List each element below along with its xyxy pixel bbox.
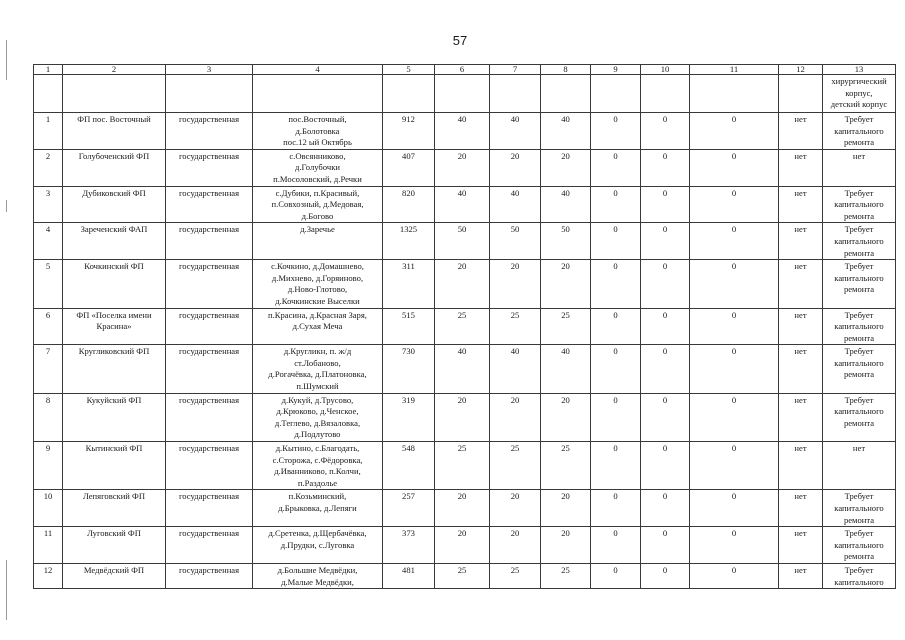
condition-line: ремонта [843,369,875,380]
cell-c10: 0 [641,223,690,260]
cell-c7: 20 [490,490,541,527]
cell-c10: 0 [641,527,690,564]
column-number: 6 [435,65,490,75]
cell-row-number: 6 [34,308,63,345]
cell-facility-name [63,260,166,308]
cell-settlements [253,490,383,527]
cell-ownership: государственная [166,393,253,441]
settlement-line: п.Совхозный, д.Медовая, [271,199,364,210]
table-row [34,393,896,441]
table-row [34,345,896,393]
cell-settlements [253,260,383,308]
column-number: 13 [823,65,896,75]
condition-line: Требует [844,346,874,357]
cell-condition [823,527,896,564]
cell-c6: 20 [435,490,490,527]
cell-empty [641,75,690,113]
cell-c9: 0 [591,490,641,527]
settlement-line: д.Прудки, с.Луговка [280,539,355,550]
settlement-line: с.Овсянниково, [289,150,346,161]
cell-c7: 20 [490,260,541,308]
cell-ownership: государственная [166,345,253,393]
settlement-line: д.Богово [301,210,334,221]
cell-facility-name [63,113,166,150]
cell-c12: нет [779,393,823,441]
cell-c6: 20 [435,149,490,186]
cell-c12: нет [779,442,823,490]
condition-line: нет [852,443,866,454]
cell-row-number: 5 [34,260,63,308]
cell-settlements [253,186,383,223]
cell-facility-name [63,186,166,223]
condition-line: капитального [834,272,884,283]
cell-population: 481 [383,563,435,588]
table-row [34,223,896,260]
cell-c6: 25 [435,442,490,490]
settlement-line: д.Михнево, д.Горяиново, [271,272,364,283]
cell-c10: 0 [641,186,690,223]
cell-empty [435,75,490,113]
cell-condition [823,563,896,588]
cell-ownership: государственная [166,149,253,186]
cell-c7: 40 [490,186,541,223]
cell-c10: 0 [641,149,690,186]
condition-line: ремонта [843,247,875,258]
facility-name-line: Дубиковский ФП [82,187,146,198]
cell-c6: 20 [435,260,490,308]
column-number: 12 [779,65,823,75]
column-number: 2 [63,65,166,75]
column-number: 11 [690,65,779,75]
cell-condition [823,186,896,223]
cell-c8: 20 [541,260,591,308]
cell-c10: 0 [641,345,690,393]
column-number-row [34,65,896,75]
cell-c8: 40 [541,186,591,223]
continuation-row [34,75,896,113]
column-number: 3 [166,65,253,75]
cell-empty [63,75,166,113]
settlement-line: д.Иванниково, п.Колчи, [274,466,361,477]
cell-population: 730 [383,345,435,393]
condition-line: Требует [844,224,874,235]
continuation-line: детский корпус [830,99,888,110]
facility-name-line: Красина» [96,321,132,332]
cell-condition [823,345,896,393]
cell-c12: нет [779,149,823,186]
cell-condition [823,223,896,260]
cell-empty [166,75,253,113]
settlement-line: д.Рогачёвка, д.Платоновка, [268,369,367,380]
column-number: 5 [383,65,435,75]
column-number: 10 [641,65,690,75]
cell-empty [34,75,63,113]
settlement-line: пос.Восточный, [288,114,347,124]
column-number: 4 [253,65,383,75]
settlement-line: д.Сретенка, д.Щербачёвка, [268,528,367,539]
cell-row-number: 1 [34,113,63,150]
cell-settlements [253,345,383,393]
cell-empty [253,75,383,113]
cell-c7: 20 [490,393,541,441]
cell-c11: 0 [690,308,779,345]
cell-settlements [253,113,383,150]
cell-population: 373 [383,527,435,564]
condition-line: Требует [844,187,874,198]
cell-c9: 0 [591,260,641,308]
cell-ownership: государственная [166,442,253,490]
settlement-line: д.Кытино, с.Благодать, [275,443,360,454]
cell-c7: 25 [490,308,541,345]
cell-row-number: 3 [34,186,63,223]
settlement-line: п.Шумский [296,381,339,392]
cell-ownership: государственная [166,490,253,527]
cell-c7: 40 [490,113,541,150]
cell-condition [823,490,896,527]
cell-population: 1325 [383,223,435,260]
cell-ownership: государственная [166,308,253,345]
scan-margin-mark [6,200,7,212]
cell-population: 515 [383,308,435,345]
cell-condition [823,149,896,186]
cell-facility-name [63,308,166,345]
cell-facility-name [63,442,166,490]
cell-c8: 20 [541,527,591,564]
settlement-line: д.Большие Медвёдки, [277,564,358,575]
cell-c9: 0 [591,149,641,186]
cell-row-number: 9 [34,442,63,490]
cell-c8: 20 [541,490,591,527]
cell-c11: 0 [690,186,779,223]
cell-c10: 0 [641,260,690,308]
cell-empty [591,75,641,113]
facility-name-line: Кочкинский ФП [84,261,144,272]
continuation-line: корпус, [845,87,873,98]
cell-condition [823,442,896,490]
column-number: 1 [34,65,63,75]
table-row [34,308,896,345]
scan-margin-mark [6,40,7,80]
facility-name-line: Зареченский ФАП [80,224,148,235]
cell-settlements [253,393,383,441]
cell-c11: 0 [690,442,779,490]
cell-c12: нет [779,527,823,564]
settlement-line: д.Подлутово [294,429,341,440]
facility-name-line: Кытинский ФП [85,443,143,454]
cell-c6: 25 [435,308,490,345]
condition-line: капитального [834,199,884,210]
settlement-line: д.Малые Медвёдки, [281,576,354,587]
cell-facility-name [63,345,166,393]
settlement-line: д.Теглево, д.Вязаловка, [274,417,361,428]
cell-c6: 40 [435,113,490,150]
cell-facility-name [63,527,166,564]
settlement-line: д.Кругликн, п. ж/д [283,346,352,357]
continuation-line: хирургический [831,76,887,86]
cell-c12: нет [779,563,823,588]
cell-c9: 0 [591,223,641,260]
settlement-line: с.Кочкино, д.Домашнево, [271,261,364,272]
condition-line: ремонта [843,332,875,343]
cell-c8: 40 [541,113,591,150]
condition-line: капитального [834,321,884,332]
cell-ownership: государственная [166,113,253,150]
condition-line: капитального [834,357,884,368]
condition-line: Требует [844,564,874,575]
cell-c8: 25 [541,563,591,588]
cell-c9: 0 [591,442,641,490]
settlement-line: д.Брыковка, д.Лепяги [278,503,357,513]
facilities-table [33,64,896,589]
cell-c9: 0 [591,527,641,564]
cell-c9: 0 [591,308,641,345]
column-number: 9 [591,65,641,75]
condition-line: ремонта [843,137,875,148]
cell-population: 548 [383,442,435,490]
cell-c9: 0 [591,393,641,441]
page-number: 57 [452,33,468,48]
cell-condition [823,260,896,308]
cell-row-number: 8 [34,393,63,441]
column-number: 7 [490,65,541,75]
cell-settlements [253,563,383,588]
cell-c11: 0 [690,527,779,564]
settlement-line: д.Голубочки [295,162,340,173]
cell-population: 407 [383,149,435,186]
cell-c10: 0 [641,442,690,490]
cell-c7: 20 [490,149,541,186]
cell-c9: 0 [591,563,641,588]
cell-c10: 0 [641,490,690,527]
scan-margin-mark [6,560,7,620]
cell-c8: 20 [541,149,591,186]
cell-c12: нет [779,490,823,527]
cell-c7: 25 [490,563,541,588]
cell-c6: 50 [435,223,490,260]
cell-condition [823,308,896,345]
settlement-line: п.Мосоловский, д.Речки [273,173,362,184]
cell-settlements [253,223,383,260]
table-row [34,260,896,308]
cell-facility-name [63,393,166,441]
cell-population: 257 [383,490,435,527]
cell-condition [823,75,896,113]
condition-line: Требует [844,309,874,320]
condition-line: Требует [844,491,874,502]
cell-empty [541,75,591,113]
table-row [34,490,896,527]
cell-c11: 0 [690,260,779,308]
cell-row-number: 12 [34,563,63,588]
condition-line: Требует [844,528,874,539]
settlement-line: с.Дубики, п.Красивый, [275,187,360,198]
table-row [34,527,896,564]
condition-line: капитального [834,125,884,136]
condition-line: Требует [844,261,874,272]
cell-c8: 50 [541,223,591,260]
settlement-line: с.Сторожа, с.Фёдоровка, [272,454,363,465]
cell-c10: 0 [641,113,690,150]
cell-c9: 0 [591,345,641,393]
settlement-line: д.Заречье [300,224,335,235]
cell-settlements [253,442,383,490]
facility-name-line: Голубоченский ФП [78,150,150,161]
cell-facility-name [63,490,166,527]
condition-line: капитального [834,503,884,513]
cell-c8: 20 [541,393,591,441]
cell-c10: 0 [641,393,690,441]
condition-line: ремонта [843,514,875,525]
condition-line: ремонта [843,417,875,428]
settlement-line: ст.Лобаново, [294,357,341,368]
cell-facility-name [63,563,166,588]
cell-c7: 40 [490,345,541,393]
cell-ownership: государственная [166,223,253,260]
cell-c11: 0 [690,223,779,260]
cell-facility-name [63,223,166,260]
condition-line: капитального [834,406,884,417]
cell-row-number: 11 [34,527,63,564]
cell-empty [490,75,541,113]
cell-population: 319 [383,393,435,441]
cell-c6: 20 [435,393,490,441]
cell-c8: 25 [541,308,591,345]
settlement-line: д.Кукуй, д.Трусово, [281,394,354,405]
cell-c7: 20 [490,527,541,564]
table-row [34,149,896,186]
facility-name-line: Лепяговский ФП [82,491,146,502]
condition-line: Требует [844,394,874,405]
facility-name-line: Кругликовский ФП [78,346,150,357]
cell-c10: 0 [641,308,690,345]
settlement-line: д.Ново-Глотово, [287,284,348,295]
cell-empty [779,75,823,113]
cell-c6: 25 [435,563,490,588]
cell-c11: 0 [690,490,779,527]
cell-c11: 0 [690,149,779,186]
cell-settlements [253,308,383,345]
cell-c6: 40 [435,186,490,223]
cell-c9: 0 [591,113,641,150]
facility-name-line: ФП пос. Восточный [77,114,151,124]
cell-row-number: 7 [34,345,63,393]
cell-c12: нет [779,223,823,260]
cell-ownership: государственная [166,260,253,308]
cell-population: 912 [383,113,435,150]
cell-c11: 0 [690,113,779,150]
settlement-line: д.Сухая Меча [292,321,343,332]
cell-ownership: государственная [166,186,253,223]
condition-line: нет [852,150,866,161]
cell-c12: нет [779,113,823,150]
cell-c7: 50 [490,223,541,260]
cell-facility-name [63,149,166,186]
cell-row-number: 4 [34,223,63,260]
settlement-line: п.Красина, д.Красная Заря, [268,309,367,320]
condition-line: ремонта [843,284,875,295]
condition-line: ремонта [843,210,875,221]
cell-c7: 25 [490,442,541,490]
condition-line: капитального [834,576,884,587]
cell-empty [690,75,779,113]
cell-c12: нет [779,186,823,223]
cell-condition [823,113,896,150]
column-number: 8 [541,65,591,75]
cell-c12: нет [779,345,823,393]
facility-name-line: Кукуйский ФП [86,394,142,405]
cell-row-number: 2 [34,149,63,186]
cell-row-number: 10 [34,490,63,527]
cell-empty [383,75,435,113]
cell-population: 820 [383,186,435,223]
table-row [34,442,896,490]
settlement-line: пос.12 ый Октябрь [283,137,352,148]
cell-c12: нет [779,260,823,308]
cell-population: 311 [383,260,435,308]
cell-c6: 20 [435,527,490,564]
facility-name-line: Медвёдский ФП [83,564,145,575]
condition-line: капитального [834,235,884,246]
settlement-line: д.Кочкинские Выселки [275,295,360,306]
cell-settlements [253,527,383,564]
table-row [34,186,896,223]
cell-c6: 40 [435,345,490,393]
settlement-line: д.Болотовка [295,125,340,136]
table-row [34,563,896,588]
cell-c11: 0 [690,345,779,393]
cell-ownership: государственная [166,527,253,564]
cell-c12: нет [779,308,823,345]
settlement-line: д.Крюково, д.Ченское, [276,406,359,417]
cell-c10: 0 [641,563,690,588]
settlement-line: п.Козьминский, [288,491,347,502]
condition-line: ремонта [843,551,875,562]
condition-line: Требует [844,114,874,124]
cell-c8: 40 [541,345,591,393]
cell-c11: 0 [690,393,779,441]
cell-c11: 0 [690,563,779,588]
cell-c9: 0 [591,186,641,223]
cell-c8: 25 [541,442,591,490]
settlement-line: п.Раздолье [297,477,338,488]
facility-name-line: ФП «Поселка имени [76,309,152,320]
cell-ownership: государственная [166,563,253,588]
table-row [34,113,896,150]
cell-condition [823,393,896,441]
cell-settlements [253,149,383,186]
facility-name-line: Луговский ФП [87,528,141,539]
condition-line: капитального [834,539,884,550]
